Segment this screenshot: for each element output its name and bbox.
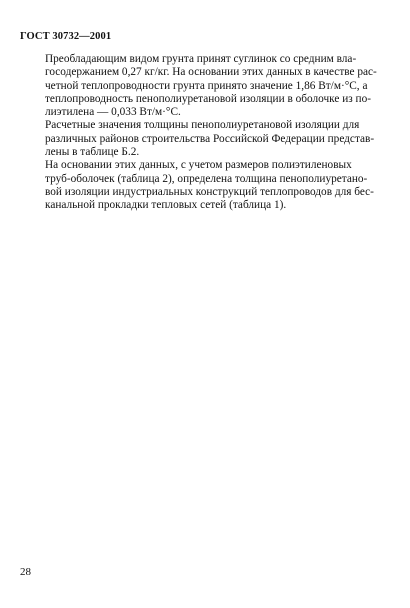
text-line: теплопроводность пенополиуретановой изоляции в оболочке из по- <box>45 92 372 105</box>
paragraph-insulation-thickness <box>20 119 388 159</box>
text-line: На основании этих данных, с учетом размеров полиэтиленовых <box>45 159 352 172</box>
text-line: четной теплопроводности грунта принято значение 1,86 Вт/м·°С, а <box>45 79 368 92</box>
text-line: труб-оболочек (таблица 2), определена толщина пенополиуретано- <box>45 172 368 185</box>
text-line: лиэтилена — 0,033 Вт/м·°С. <box>45 106 181 119</box>
text-line: канальной прокладки тепловых сетей (таблица 1). <box>45 199 287 212</box>
text-line: лены в таблице Б.2. <box>45 146 140 159</box>
text-line: Расчетные значения толщины пенополиуретановой изоляции для <box>45 119 360 132</box>
text-line: Преобладающим видом грунта принят суглинок со средним вла- <box>45 53 357 65</box>
paragraph-pipe-insulation <box>20 159 388 212</box>
page-number: 28 <box>20 566 31 578</box>
text-line: госодержанием 0,27 кг/кг. На основании этих данных в качестве рас- <box>45 66 377 79</box>
text-line: вой изоляции индустриальных конструкций теплопроводов для бес- <box>45 185 374 198</box>
document-body <box>20 53 388 213</box>
text-line: различных районов строительства Российской Федерации представ- <box>45 132 375 145</box>
paragraph-soil-conductivity <box>20 53 388 119</box>
document-header: ГОСТ 30732—2001 <box>20 31 112 42</box>
